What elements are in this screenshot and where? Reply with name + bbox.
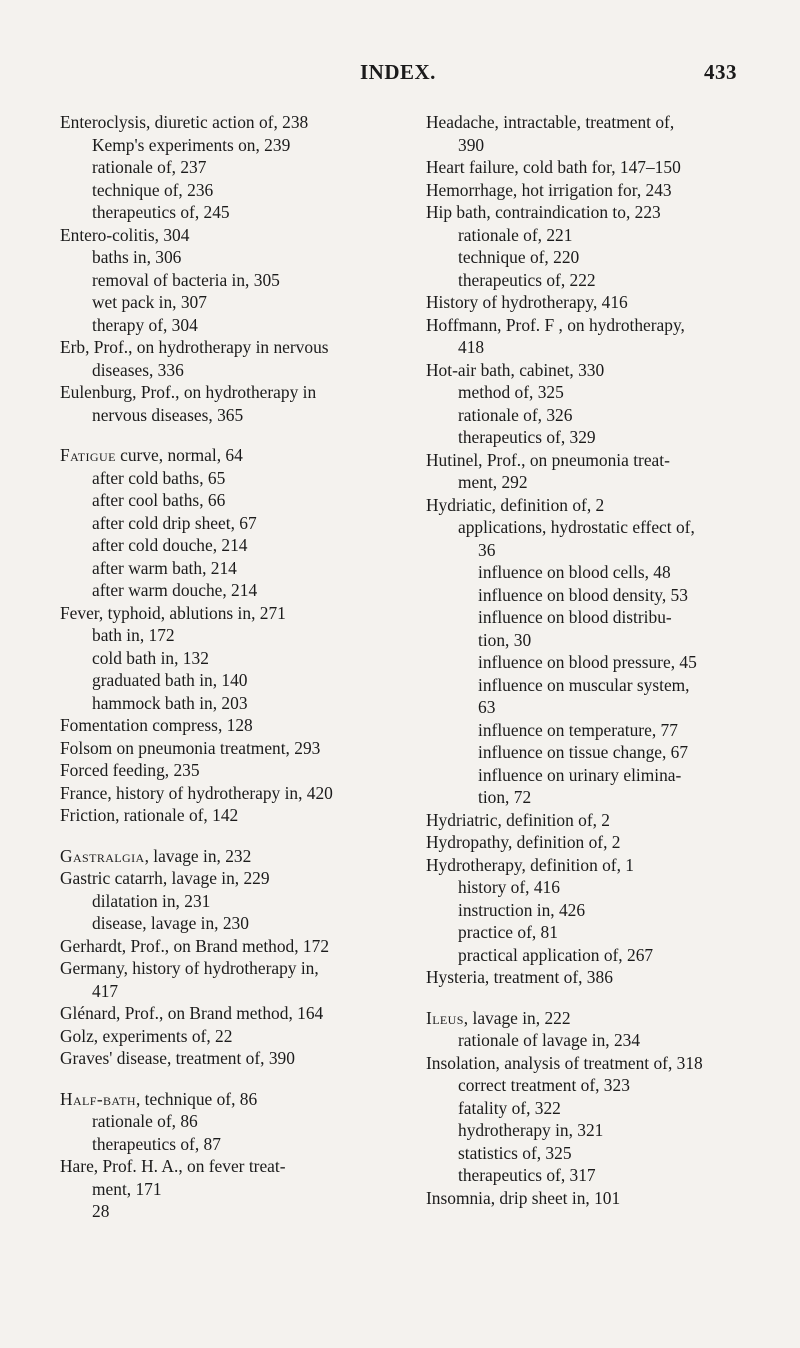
index-entry: Golz, experiments of, 22 — [60, 1025, 233, 1046]
index-subentry: rationale of, 86 — [92, 1111, 198, 1131]
index-subentry: influence on blood pressure, 45 — [478, 652, 697, 672]
index-entry: Graves' disease, treatment of, 390 — [60, 1048, 295, 1068]
index-subentry: instruction in, 426 — [458, 899, 586, 920]
index-subentry: wet pack in, 307 — [92, 292, 207, 312]
index-subentry: bath in, 172 — [92, 625, 175, 645]
index-subentry: practice of, 81 — [458, 922, 558, 942]
index-subentry: 418 — [458, 337, 485, 357]
index-subentry: disease, lavage in, 230 — [92, 913, 249, 933]
index-entry: Hydriatic, definition of, 2 — [426, 494, 605, 515]
index-column-right — [426, 111, 771, 1209]
index-entry — [60, 444, 405, 467]
index-entry: Enteroclysis, diuretic action of, 238 — [60, 112, 309, 132]
index-subentry: therapeutics of, 222 — [458, 269, 596, 290]
index-entry: Hydriatric, definition of, 2 — [426, 809, 611, 830]
index-entry: Hemorrhage, hot irrigation for, 243 — [426, 179, 672, 200]
index-entry: Headache, intractable, treatment of, — [426, 112, 675, 132]
index-entry-lead-word: Ileus — [426, 1007, 464, 1028]
index-subentry: hydrotherapy in, 321 — [458, 1120, 604, 1140]
index-subentry: rationale of lavage in, 234 — [458, 1030, 641, 1050]
index-entry: Heart failure, cold bath for, 147–150 — [426, 157, 681, 177]
index-subentry: influence on tissue change, 67 — [478, 742, 689, 762]
index-entry: Gerhardt, Prof., on Brand method, 172 — [60, 935, 330, 956]
index-subentry: 36 — [478, 539, 496, 560]
index-subentry: technique of, 236 — [92, 179, 214, 200]
index-subentry: method of, 325 — [458, 382, 564, 402]
index-entry: Folsom on pneumonia treatment, 293 — [60, 737, 321, 758]
index-subentry: 417 — [92, 980, 119, 1001]
index-entry-lead-word: Gastralgia — [60, 845, 145, 866]
index-subentry: nervous diseases, 365 — [92, 404, 244, 425]
index-entry: Entero-colitis, 304 — [60, 224, 190, 245]
index-subentry: cold bath in, 132 — [92, 647, 209, 668]
index-entry: Fever, typhoid, ablutions in, 271 — [60, 602, 286, 623]
index-subentry: therapeutics of, 317 — [458, 1165, 596, 1185]
index-subentry: influence on urinary elimina- — [478, 764, 682, 785]
index-entry: Hare, Prof. H. A., on fever treat- — [60, 1156, 286, 1176]
index-subentry: influence on blood density, 53 — [478, 584, 688, 605]
index-subentry: removal of bacteria in, 305 — [92, 269, 280, 290]
index-entry-text: , lavage in, 232 — [144, 845, 252, 866]
index-subentry: therapeutics of, 329 — [458, 427, 596, 447]
index-entry-lead-word: Half-bath — [60, 1088, 136, 1109]
index-entry: Eulenburg, Prof., on hydrotherapy in — [60, 382, 317, 402]
index-subentry: tion, 72 — [478, 787, 532, 807]
index-subentry: rationale of, 237 — [92, 157, 207, 177]
index-subentry: graduated bath in, 140 — [92, 670, 248, 690]
index-column-left — [60, 111, 405, 1223]
index-entry-text: , lavage in, 222 — [463, 1007, 571, 1028]
index-entry: Friction, rationale of, 142 — [60, 805, 239, 825]
index-subentry: practical application of, 267 — [458, 944, 654, 965]
index-subentry: ment, 171 — [92, 1178, 162, 1199]
index-subentry: history of, 416 — [458, 877, 560, 897]
index-subentry: after cold drip sheet, 67 — [92, 512, 257, 533]
index-entry: Hoffmann, Prof. F , on hydrotherapy, — [426, 314, 685, 335]
index-entry-lead-word: Fatigue — [60, 445, 116, 465]
index-subentry: Kemp's experiments on, 239 — [92, 134, 291, 155]
index-entry: Hip bath, contraindication to, 223 — [426, 202, 661, 222]
index-subentry: after cold baths, 65 — [92, 467, 226, 488]
index-subentry: therapy of, 304 — [92, 314, 198, 335]
index-subentry: influence on blood cells, 48 — [478, 562, 671, 582]
index-entry-text: curve, normal, 64 — [115, 445, 243, 465]
index-entry: Hutinel, Prof., on pneumonia treat- — [426, 449, 670, 470]
index-subentry: 63 — [478, 697, 496, 717]
index-subentry: after warm douche, 214 — [92, 580, 258, 600]
index-subentry: diseases, 336 — [92, 359, 184, 380]
index-entry — [426, 1007, 771, 1030]
index-subentry: influence on temperature, 77 — [478, 719, 678, 740]
index-subentry: baths in, 306 — [92, 247, 182, 267]
index-entry-text: , technique of, 86 — [135, 1088, 258, 1109]
index-entry: Fomentation compress, 128 — [60, 715, 253, 735]
index-entry: Gastric catarrh, lavage in, 229 — [60, 868, 270, 888]
page-number: 433 — [704, 60, 737, 84]
index-subentry: tion, 30 — [478, 629, 532, 650]
index-entry: Erb, Prof., on hydrotherapy in nervous — [60, 337, 329, 357]
page-title: INDEX. — [360, 60, 436, 84]
index-subentry: 28 — [92, 1201, 110, 1221]
index-entry: Glénard, Prof., on Brand method, 164 — [60, 1003, 324, 1023]
index-subentry: influence on blood distribu- — [478, 607, 672, 627]
index-entry: Germany, history of hydrotherapy in, — [60, 958, 319, 978]
index-entry: History of hydrotherapy, 416 — [426, 292, 628, 312]
index-entry: Hot-air bath, cabinet, 330 — [426, 359, 605, 380]
index-subentry: influence on muscular system, — [478, 674, 690, 695]
index-subentry: 390 — [458, 134, 485, 155]
index-entry: Insomnia, drip sheet in, 101 — [426, 1187, 621, 1208]
index-entry — [60, 845, 405, 868]
index-subentry: statistics of, 325 — [458, 1142, 572, 1163]
index-entry: Hydrotherapy, definition of, 1 — [426, 854, 634, 875]
index-subentry: applications, hydrostatic effect of, — [458, 517, 695, 537]
index-entry — [60, 1088, 405, 1111]
index-subentry: dilatation in, 231 — [92, 890, 211, 911]
index-subentry: after cool baths, 66 — [92, 490, 226, 510]
index-subentry: after cold douche, 214 — [92, 535, 248, 555]
index-subentry: correct treatment of, 323 — [458, 1075, 630, 1095]
index-entry: Hydropathy, definition of, 2 — [426, 832, 621, 852]
index-subentry: rationale of, 221 — [458, 224, 573, 245]
index-subentry: ment, 292 — [458, 472, 528, 492]
index-subentry: technique of, 220 — [458, 247, 580, 267]
index-subentry: rationale of, 326 — [458, 404, 573, 425]
index-subentry: hammock bath in, 203 — [92, 692, 248, 713]
index-subentry: after warm bath, 214 — [92, 557, 237, 578]
page-header — [0, 60, 800, 90]
index-entry: Forced feeding, 235 — [60, 760, 200, 780]
index-subentry: therapeutics of, 87 — [92, 1133, 221, 1154]
index-entry: Insolation, analysis of treatment of, 318 — [426, 1052, 703, 1073]
index-entry: France, history of hydrotherapy in, 420 — [60, 782, 333, 803]
index-subentry: fatality of, 322 — [458, 1097, 561, 1118]
index-subentry: therapeutics of, 245 — [92, 202, 230, 222]
index-entry: Hysteria, treatment of, 386 — [426, 967, 613, 987]
